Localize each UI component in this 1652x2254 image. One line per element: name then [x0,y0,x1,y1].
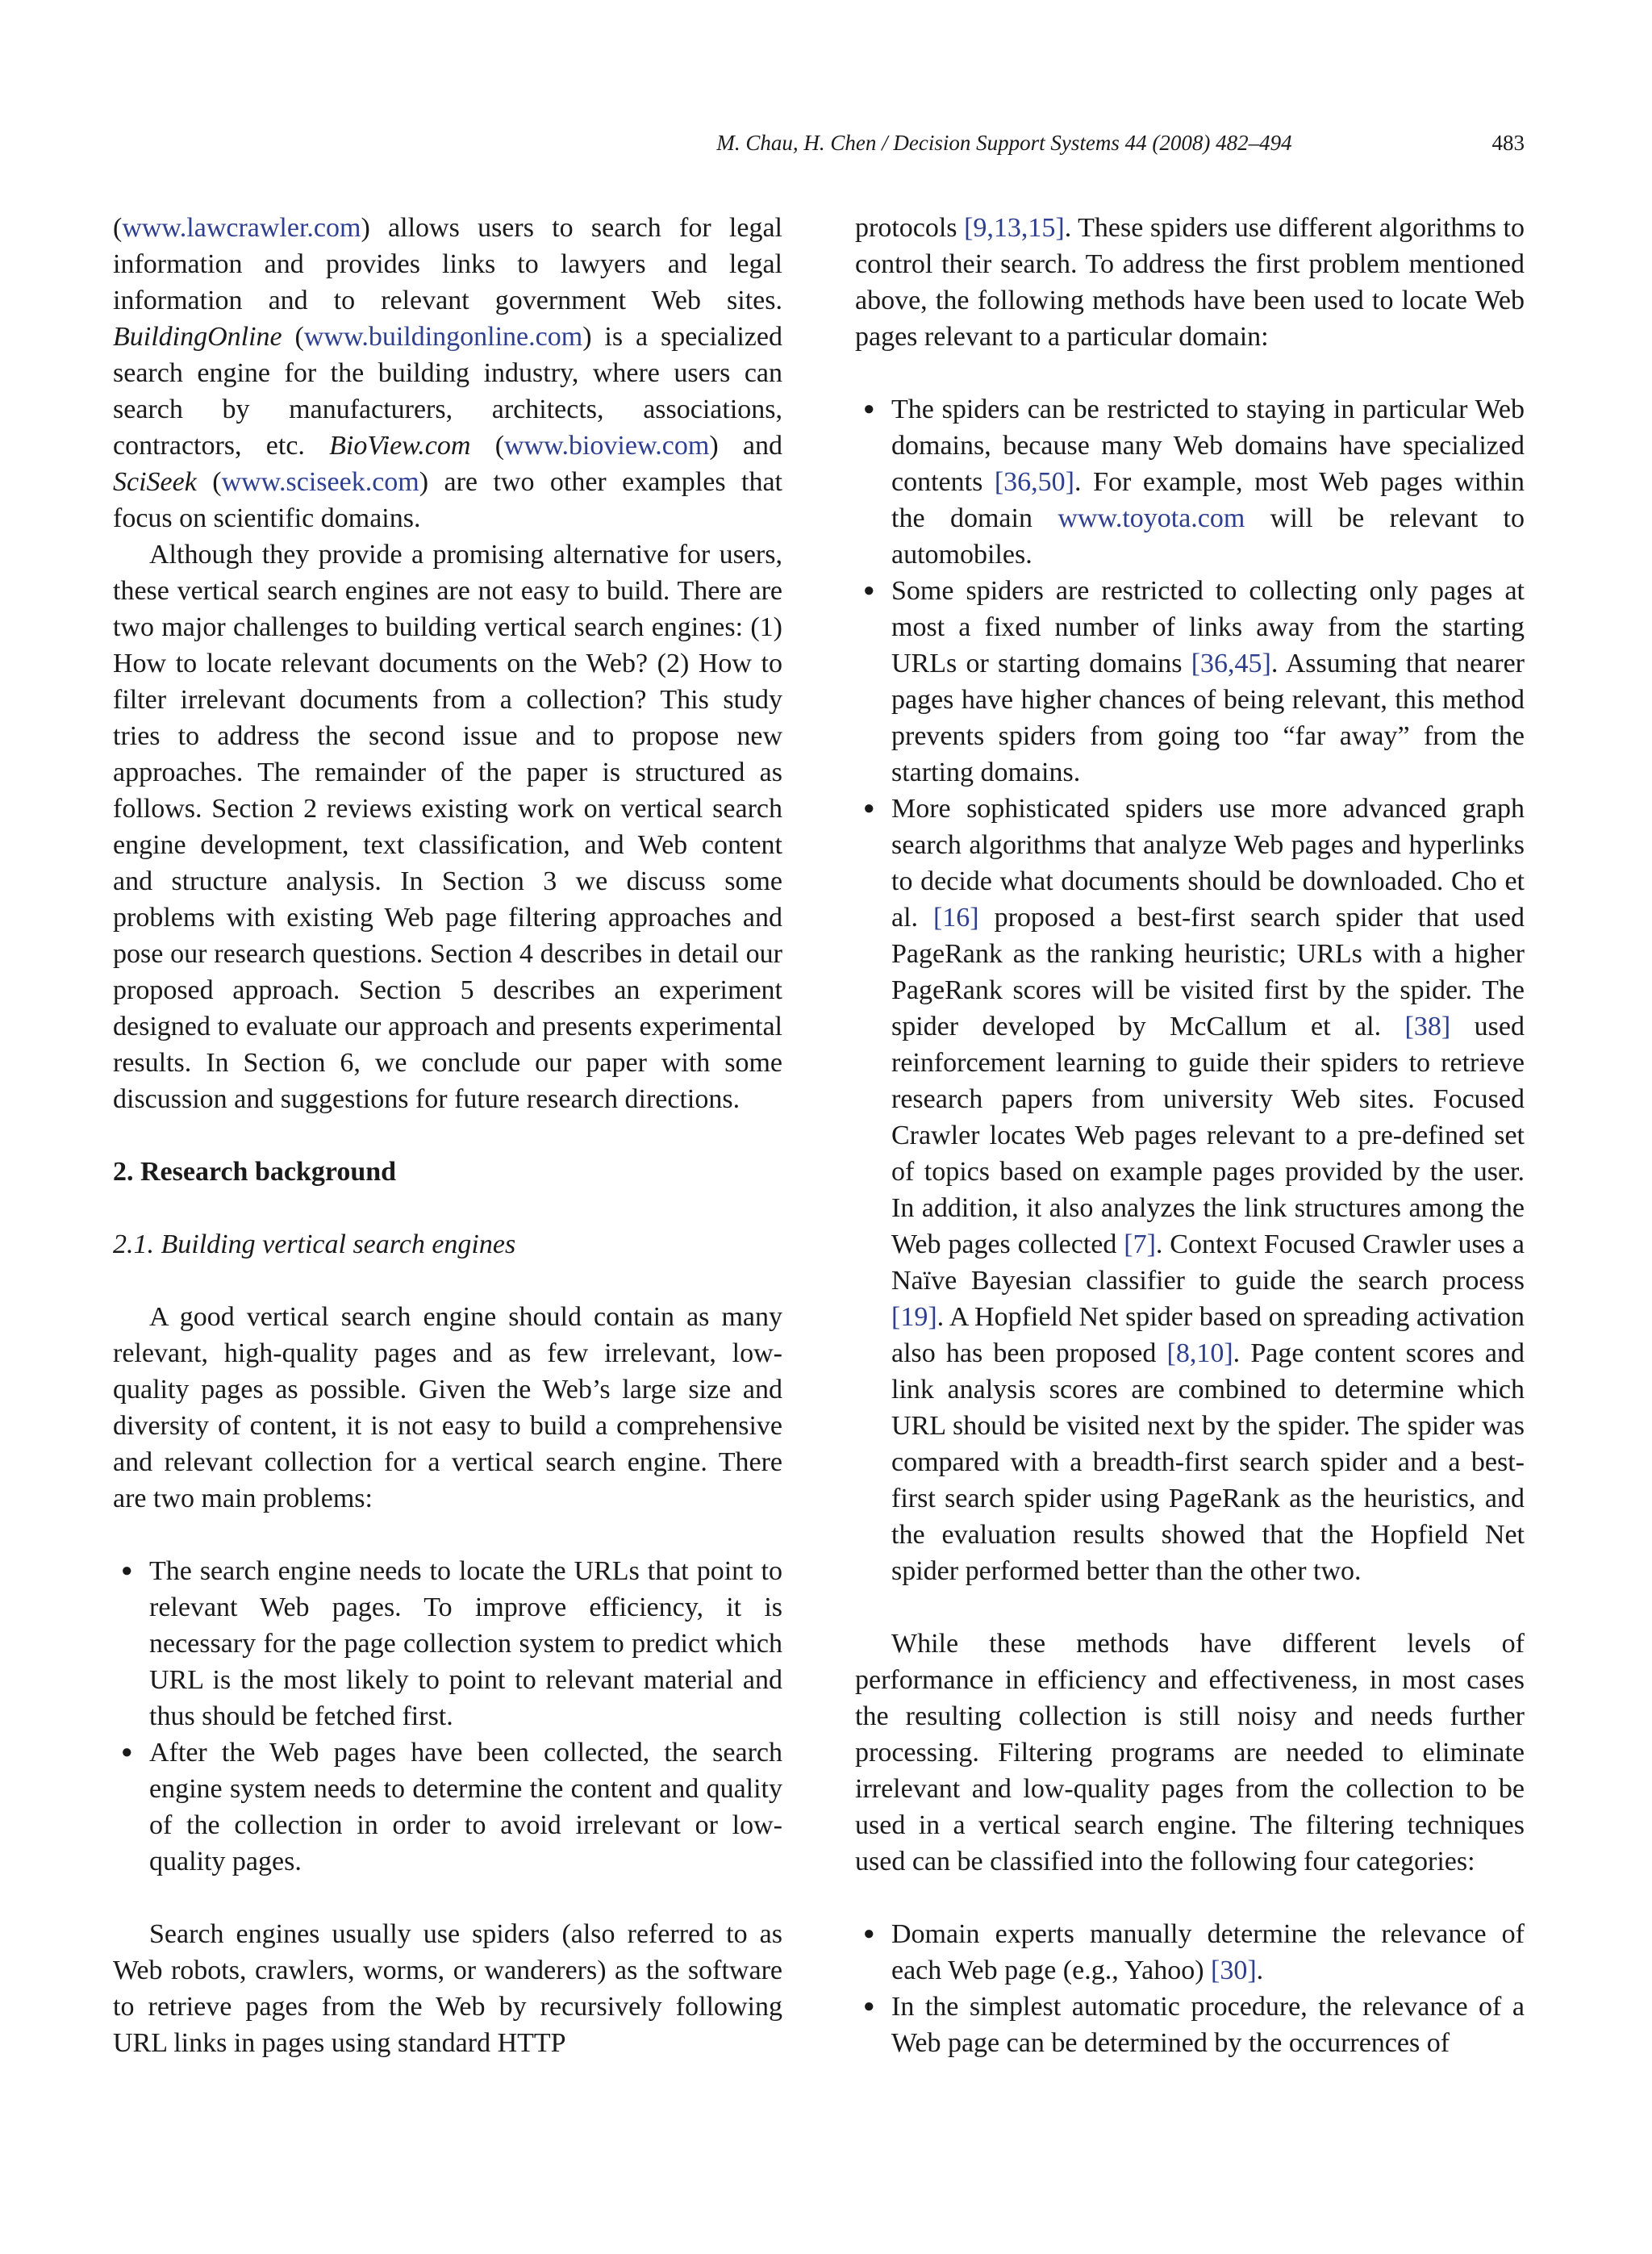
citation[interactable]: [30] [1211,1956,1257,1985]
link-sciseek[interactable]: www.sciseek.com [221,467,419,497]
list-item: ● More sophisticated spiders use more advanced graph search algorithms that analyze Web pages and hyperlinks to decide what documents should be downloaded. Cho et al. [16] proposed a best-first search spider that used PageRank as the ranking heuristic; URLs with a higher PageRank scores will be visited first by the spider. The spider developed by McCallum et al. [38] used reinforcement learning to guide their spiders to retrieve research papers from university Web sites. Focused Crawler locates Web pages relevant to a pre-defined set of topics based on example pages provided by the user. In addition, it also analyzes the link structures among the Web pages collected [7]. Context Focused Crawler uses a Naïve Bayesian classifier to guide the search process [19]. A Hopfield Net spider based on spreading activation also has been proposed [8,10]. Page content scores and link analysis scores are combined to determine which URL should be visited next by the spider. The spider was compared with a breadth-first search spider and a best-first search spider using PageRank as the heuristics, and the evaluation results showed that the Hopfield Net spider performed better than the other two. [855,791,1525,1589]
link-toyota[interactable]: www.toyota.com [1058,503,1245,533]
list-item: ● The spiders can be restricted to staying in particular Web domains, because many Web domains have specialized contents [36,50]. For example, most Web pages within the domain www.toyota.com will be relevant to automobiles. [855,391,1525,573]
paragraph: Search engines usually use spiders (also referred to as Web robots, crawlers, worms, or wanderers) as the software to retrieve pages from the Web by recursively following URL links in pages using standard HTTP [113,1919,782,2058]
citation[interactable]: [36,45] [1191,649,1271,678]
list-item: ● After the Web pages have been collected, the search engine system needs to determine the content and quality of the collection in order to avoid irrelevant or low-quality pages. [113,1734,782,1880]
list-item: ● Some spiders are restricted to collecting only pages at most a fixed number of links away from the starting URLs or starting domains [36,45]. Assuming that nearer pages have higher chances of being relevant, this method prevents spiders from going too “far away” from the starting domains. [855,573,1525,791]
paragraph: While these methods have different levels of performance in efficiency and effectiveness, in most cases the resulting collection is still noisy and needs further processing. Filtering programs are needed to eliminate irrelevant and low-quality pages from the collection to be used in a vertical search engine. The filtering techniques used can be classified into the following four categories: [855,1629,1525,1876]
bullet-list [855,1916,1525,2061]
citation[interactable]: [19] [891,1302,937,1332]
citation[interactable]: [9,13,15] [964,213,1065,243]
citation[interactable]: [7] [1124,1229,1156,1259]
section-heading: 2. Research background [113,1157,397,1187]
page-number: 483 [1491,131,1525,155]
paragraph: protocols [9,13,15]. These spiders use different algorithms to control their search. To address the first problem mentioned above, the following methods have been used to locate Web pages relevant to a particular domain: [855,213,1525,352]
citation[interactable]: [36,50] [994,467,1075,497]
citation[interactable]: [8,10] [1166,1338,1233,1368]
bullet-list [855,391,1525,1589]
left-column [113,210,782,2061]
list-item: ● The search engine needs to locate the URLs that point to relevant Web pages. To improve efficiency, it is necessary for the page collection system to predict which URL is the most likely to point to relevant material and thus should be fetched first. [113,1553,782,1734]
running-head: M. Chau, H. Chen / Decision Support Systems 44 (2008) 482–494 [716,131,1292,155]
paragraph: Although they provide a promising alternative for users, these vertical search engines are not easy to build. There are two major challenges to building vertical search engines: (1) How to locate relevant documents on the Web? (2) How to filter irrelevant documents from a collection? This study tries to address the second issue and to propose new approaches. The remainder of the paper is structured as follows. Section 2 reviews existing work on vertical search engine development, text classification, and Web content and structure analysis. In Section 3 we discuss some problems with existing Web page filtering approaches and pose our research questions. Section 4 describes in detail our proposed approach. Section 5 describes an experiment designed to evaluate our approach and presents experimental results. In Section 6, we conclude our paper with some discussion and suggestions for future research directions. [113,540,782,1114]
link-bioview[interactable]: www.bioview.com [504,431,710,461]
link-lawcrawler[interactable]: www.lawcrawler.com [122,213,361,243]
link-buildingonline[interactable]: www.buildingonline.com [303,322,583,352]
list-item: ● In the simplest automatic procedure, the relevance of a Web page can be determined by the occurrences of [855,1989,1525,2061]
citation[interactable]: [16] [932,903,979,933]
paragraph: (www.lawcrawler.com) allows users to search for legal information and provides links to lawyers and legal information and to relevant government Web sites. BuildingOnline (www.buildingonline.com) is a specialized search engine for the building industry, where users can search by manufacturers, architects, associations, contractors, etc. BioView.com (www.bioview.com) and SciSeek (www.sciseek.com) are two other examples that focus on scientific domains. [113,213,782,533]
paragraph: A good vertical search engine should contain as many relevant, high-quality pages and as few irrelevant, low-quality pages as possible. Given the Web’s large size and diversity of content, it is not easy to build a comprehensive and relevant collection for a vertical search engine. There are two main problems: [113,1302,782,1513]
list-item: ● Domain experts manually determine the relevance of each Web page (e.g., Yahoo) [30]. [855,1916,1525,1989]
bullet-list [113,1553,782,1880]
subsection-heading: 2.1. Building vertical search engines [113,1229,516,1259]
citation[interactable]: [38] [1404,1012,1451,1041]
right-column [855,210,1525,2061]
